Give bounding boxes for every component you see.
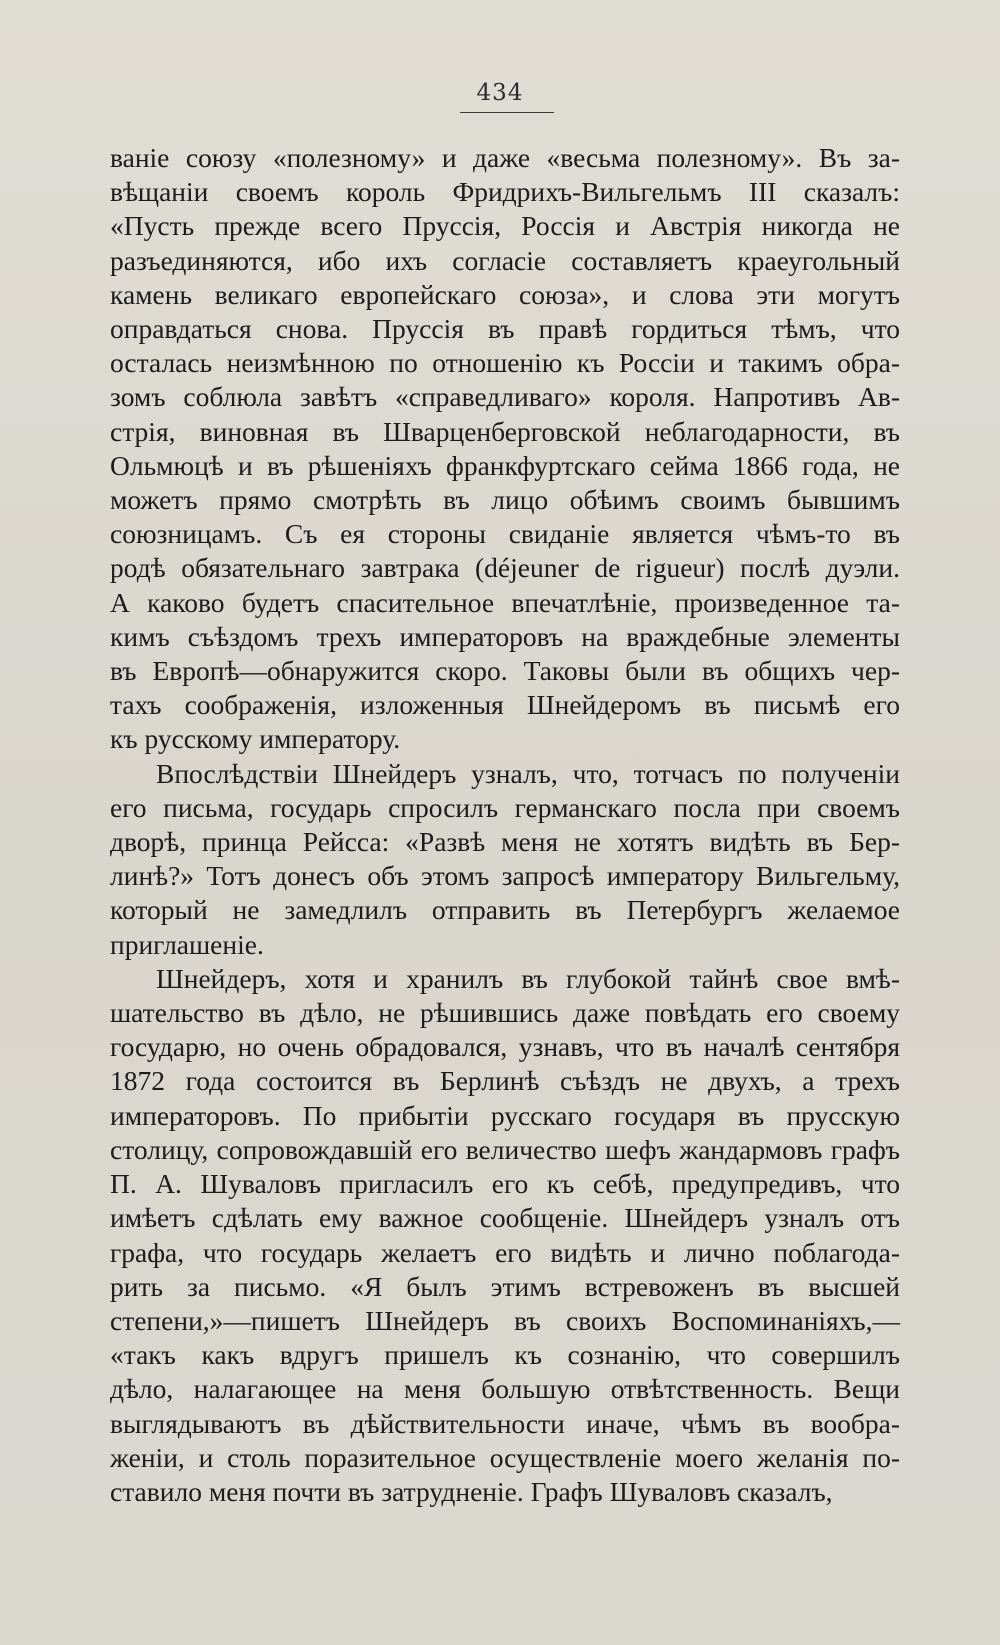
- text-line: ваніе союзу «полезному» и даже «весьма полезному». Въ за-: [110, 142, 900, 173]
- text-line: приглашеніе.: [110, 928, 264, 960]
- text-line: Впослѣдствіи Шнейдеръ узналъ, что, тотчасъ по полученіи: [156, 757, 900, 789]
- text-line: камень великаго европейскаго союза», и слова эти могутъ: [110, 278, 900, 310]
- text-line: дворѣ, принца Рейсса: «Развѣ меня не хотятъ видѣть въ Бер-: [110, 826, 900, 858]
- text-line: кимъ съѣздомъ трехъ императоровъ на враждебные элементы: [110, 620, 900, 652]
- page-number-rule: [460, 112, 554, 113]
- text-line: вѣщаніи своемъ король Фридрихъ-Вильгельмъ III сказалъ:: [110, 176, 900, 208]
- text-line: зомъ соблюла завѣтъ «справедливаго» короля. Напротивъ Ав-: [110, 381, 900, 413]
- text-line: императоровъ. По прибытіи русскаго государя въ прусскую: [110, 1099, 900, 1131]
- text-line: дѣло, налагающее на меня большую отвѣтственность. Вещи: [110, 1373, 900, 1405]
- text-line: родѣ обязательнаго завтрака (déjeuner de rigueur) послѣ дуэли.: [110, 552, 900, 584]
- text-line: который не замедлилъ отправить въ Петербургъ желаемое: [110, 894, 900, 926]
- text-line: графа, что государь желаетъ его видѣть и лично поблагода-: [110, 1236, 900, 1268]
- page-number: 434: [476, 80, 524, 106]
- text-line: имѣетъ сдѣлать ему важное сообщеніе. Шнейдеръ узналъ отъ: [110, 1202, 900, 1234]
- paragraph: [110, 962, 900, 1509]
- text-line: разъединяются, ибо ихъ согласіе составляетъ краеугольный: [110, 244, 900, 276]
- paragraph: [110, 757, 900, 962]
- text-line: «такъ какъ вдругъ пришелъ къ сознанію, что совершилъ: [110, 1339, 900, 1371]
- text-line: союзницамъ. Съ ея стороны свиданіе является чѣмъ-то въ: [110, 518, 900, 550]
- text-line: степени,»—пишетъ Шнейдеръ въ своихъ Воспоминаніяхъ,—: [110, 1304, 900, 1336]
- text-line: стрія, виновная въ Шварценберговской неблагодарности, въ: [110, 415, 900, 447]
- text-line: можетъ прямо смотрѣть въ лицо обѣимъ своимъ бывшимъ: [110, 484, 900, 516]
- text-line: оправдаться снова. Пруссія въ правѣ гордиться тѣмъ, что: [110, 313, 900, 345]
- text-line: его письма, государь спросилъ германскаго посла при своемъ: [110, 791, 900, 823]
- text-line: Шнейдеръ, хотя и хранилъ въ глубокой тайнѣ свое вмѣ-: [156, 962, 900, 994]
- text-line: ставило меня почти въ затрудненіе. Графъ Шуваловъ сказалъ,: [110, 1475, 833, 1507]
- text-line: государю, но очень обрадовался, узнавъ, что въ началѣ сентября: [110, 1031, 900, 1063]
- text-line: шательство въ дѣло, не рѣшившись даже повѣдать его своему: [110, 997, 900, 1029]
- text-line: выглядываютъ въ дѣйствительности иначе, чѣмъ въ вообра-: [110, 1407, 900, 1439]
- text-line: П. А. Шуваловъ пригласилъ его къ себѣ, предупредивъ, что: [110, 1168, 900, 1200]
- text-line: 1872 года состоится въ Берлинѣ съѣздъ не двухъ, а трехъ: [110, 1065, 900, 1097]
- text-line: рить за письмо. «Я былъ этимъ встревоженъ въ высшей: [110, 1270, 900, 1302]
- paragraph: [110, 141, 900, 757]
- text-line: къ русскому императору.: [110, 723, 401, 755]
- text-line: столицу, сопровождавшій его величество шефъ жандармовъ графъ: [110, 1133, 900, 1165]
- text-line: женіи, и столь поразительное осуществленіе моего желанія по-: [110, 1441, 900, 1473]
- text-line: въ Европѣ—обнаружится скоро. Таковы были въ общихъ чер-: [110, 655, 900, 687]
- text-line: осталась неизмѣнною по отношенію къ Россіи и такимъ обра-: [110, 347, 900, 379]
- text-line: линѣ?» Тотъ донесъ объ этомъ запросѣ императору Вильгельму,: [110, 860, 900, 892]
- text-line: тахъ соображенія, изложенныя Шнейдеромъ въ письмѣ его: [110, 689, 900, 721]
- text-line: Ольмюцѣ и въ рѣшеніяхъ франкфуртскаго сейма 1866 года, не: [110, 449, 900, 481]
- text-body: [110, 141, 900, 1509]
- text-line: «Пусть прежде всего Пруссія, Россія и Австрія никогда не: [110, 210, 900, 242]
- text-line: А каково будетъ спасительное впечатлѣніе, произведенное та-: [110, 586, 900, 618]
